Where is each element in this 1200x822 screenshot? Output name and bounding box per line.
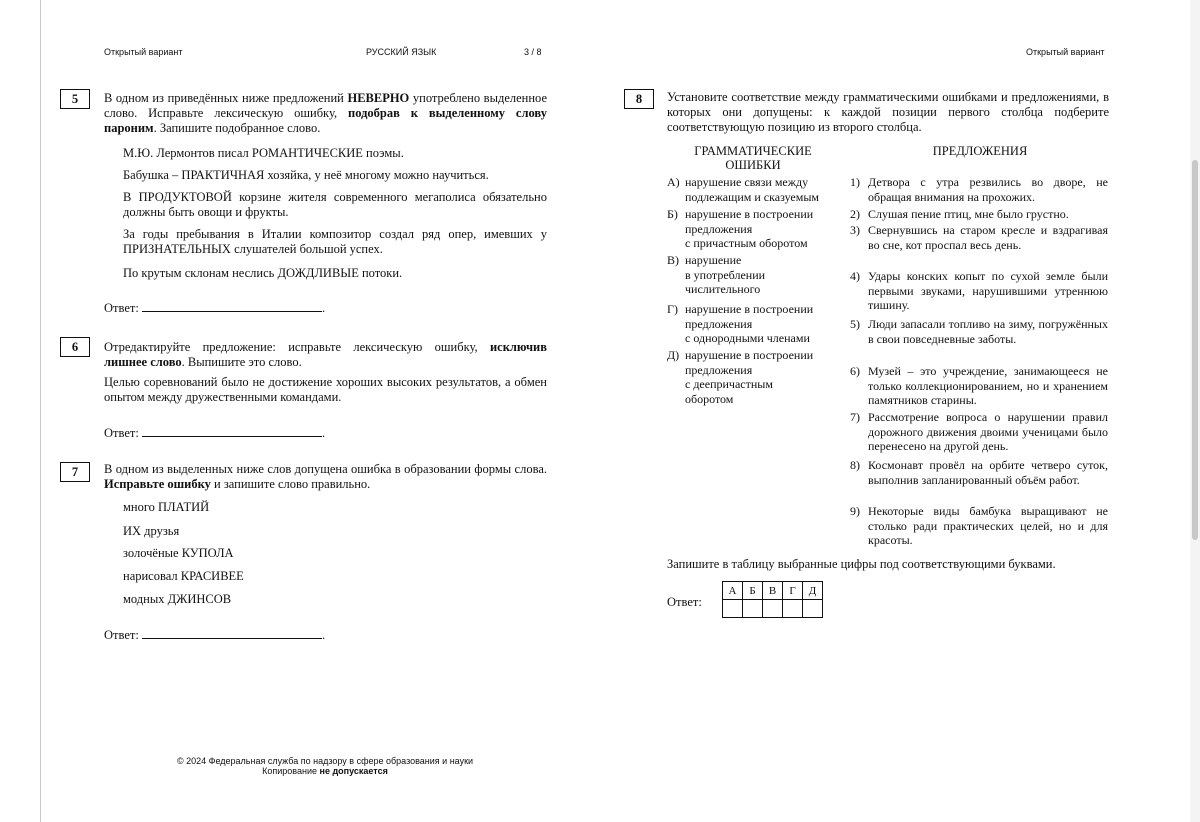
task-7-number: 7	[60, 462, 90, 482]
task-5-sentence-4: За годы пребывания в Италии композитор создал ряд опер, имевших у ПРИЗНАТЕЛЬНЫХ слушателей большой успех.	[123, 227, 547, 256]
task-8-answer-label: Ответ:	[667, 595, 702, 609]
task-8-table-note: Запишите в таблицу выбранные цифры под соответствующими буквами.	[667, 557, 1056, 571]
task-7-word: модных ДЖИНСОВ	[123, 592, 232, 606]
header-variant-left: Открытый вариант	[104, 47, 183, 57]
scrollbar[interactable]	[1190, 0, 1200, 822]
answer-table-letter: Б	[743, 582, 763, 600]
task-7-answer-line[interactable]	[142, 626, 322, 639]
task-7-word: много ПЛАТИЙ	[123, 500, 210, 514]
answer-table-letter: А	[723, 582, 743, 600]
task-5-sentence-2: Бабушка – ПРАКТИЧНАЯ хозяйка, у неё многому можно научиться.	[123, 168, 489, 182]
task-6-instruction: Отредактируйте предложение: исправьте лексическую ошибку, исключив лишнее слово. Выпишите это слово.	[104, 340, 547, 369]
task-5-instruction: В одном из приведённых ниже предложений НЕВЕРНО употреблено выделенное слово. Исправьте лексическую ошибку, подобрав к выделенному слову пароним. Запишите подобранное слово.	[104, 91, 548, 135]
header-variant-right: Открытый вариант	[1026, 47, 1105, 57]
task-7-word: нарисовал КРАСИВЕЕ	[123, 569, 244, 583]
task-8-number: 8	[624, 89, 654, 109]
answer-table-cell[interactable]	[783, 600, 803, 618]
task-7-instruction: В одном из выделенных ниже слов допущена ошибка в образовании формы слова. Исправьте ошибку и запишите слово правильно.	[104, 462, 547, 491]
task-5-number: 5	[60, 89, 90, 109]
answer-table-cell[interactable]	[803, 600, 823, 618]
answer-table-cell[interactable]	[723, 600, 743, 618]
task-7-answer: Ответ: .	[104, 628, 326, 642]
task-7-word: ИХ друзья	[123, 524, 180, 538]
task-6-answer: Ответ: .	[104, 426, 326, 440]
task-5-answer-line[interactable]	[142, 299, 322, 312]
task-6-sentence: Целью соревнований было не достижение хороших высоких результатов, а обмен опытом между дружественными командами.	[104, 375, 547, 404]
answer-table-letter: Г	[783, 582, 803, 600]
task-7-word: золочёные КУПОЛА	[123, 546, 234, 560]
answer-table-cell[interactable]	[763, 600, 783, 618]
answer-table-letter: Д	[803, 582, 823, 600]
answer-table-letter: В	[763, 582, 783, 600]
task-8-instruction: Установите соответствие между грамматическими ошибками и предложениями, в которых они допущены: к каждой позиции первого столбца подберите соответствующую позицию из второго столбца.	[667, 90, 1109, 134]
task-5-answer: Ответ: .	[104, 301, 326, 315]
task-8-col2-heading: ПРЕДЛОЖЕНИЯ	[932, 144, 1028, 158]
footer-copyright: © 2024 Федеральная служба по надзору в сфере образования и науки	[176, 756, 474, 766]
header-page: 3 / 8	[524, 47, 542, 57]
task-5-sentence-3: В ПРОДУКТОВОЙ корзине жителя современного мегаполиса обязательно должны быть овощи и фрукты.	[123, 190, 547, 219]
answer-table-cell[interactable]	[743, 600, 763, 618]
scrollbar-thumb[interactable]	[1192, 160, 1198, 540]
task-6-number: 6	[60, 337, 90, 357]
footer-copying: Копирование не допускается	[262, 766, 388, 776]
task-6-answer-line[interactable]	[142, 424, 322, 437]
task-5-sentence-1: М.Ю. Лермонтов писал РОМАНТИЧЕСКИЕ поэмы.	[123, 146, 404, 160]
task-8-answer-table	[722, 581, 823, 618]
task-5-sentence-5: По крутым склонам неслись ДОЖДЛИВЫЕ потоки.	[123, 266, 403, 280]
task-8-col1-heading: ГРАММАТИЧЕСКИЕ ОШИБКИ	[694, 144, 812, 172]
header-subject: РУССКИЙ ЯЗЫК	[366, 47, 437, 57]
footer	[150, 756, 500, 776]
